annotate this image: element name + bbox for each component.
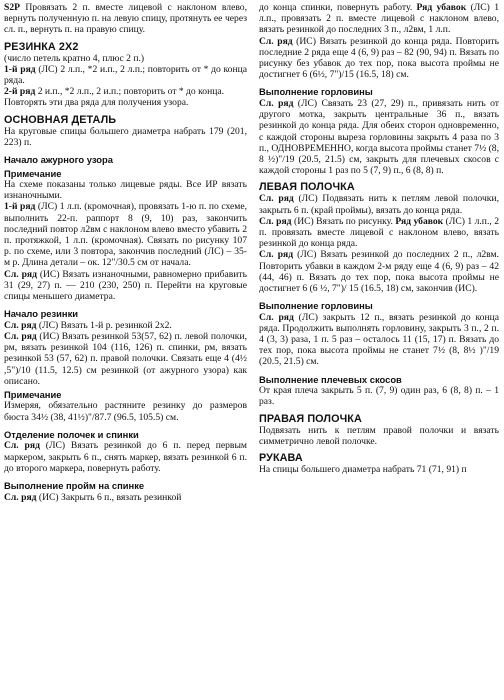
paragraph: Сл. ряд (ЛС) Связать 23 (27, 29) п., привязать нить от другого мотка, закрыть центральные 36 п., вязать резинкой до конца ряда. Для обеих сторон одновременно, с каждой стороны выреза горловины закрыть 4 раза по 3 п., ОДНОВРЕМЕННО, когда высота проймы станет 7½ (8, 8 ½)"/19 (20.5, 21.5) см, закрыть для плечевых скосов с каждой стороны 1 раз по 5 (7, 9) п., 6 (8, 8) п. — [259, 97, 499, 177]
section-heading: ОСНОВНАЯ ДЕТАЛЬ — [4, 113, 117, 126]
paragraph: Сл. ряд (ЛС) Вязать резинкой до 6 п. перед первым маркером, закрыть 6 п., снять маркер, вязать резинкой 6 п. до второго маркера, повернуть работу. — [4, 440, 247, 474]
paragraph: Сл. ряд (ЛС) Подвязать нить к петлям левой полочки, закрыть 6 п. (край проймы), вязать до конца ряда. — [259, 193, 499, 216]
paragraph: Сл. ряд (ЛС) закрыть 12 п., вязать резинкой до конца ряда. Продолжить выполнять горловину, закрыть 3 п., 2 п. 4 (3, 3) раза, 1 п. 5 раз – осталось 11 (15, 17) п. Вязать до тех пор, пока высота проймы не станет 7½ (8, 8½ )"/19 (20.5, 21.5) см. — [259, 311, 499, 368]
paragraph: до конца спинки, повернуть работу. Ряд убавок (ЛС) 1 л.п., провязать 2 п. вместе лицевой с наклоном влево, вязать резинкой до последних 3 п., л2вм, 1 л.п. — [259, 2, 500, 36]
paragraph: Сл. ряд (ЛС) Вязать 1-й р. резинкой 2x2. — [4, 319, 172, 331]
section-heading: РУКАВА — [259, 452, 303, 464]
paragraph: S2P Провязать 2 п. вместе лицевой с наклоном влево, вернуть полученную п. на левую спицу, протянуть ее через сл. п., вернуть п. на правую спицу. — [4, 2, 247, 36]
paragraph: Сл. ряд (ИС) Вязать резинкой до конца ряда. Повторить последние 2 ряда еще 4 (6, 9) раз – 82 (90, 94) п. Вязать по рисунку без убавок до тех пор, пока высота проймы не достигнет 6 (6½, 7")/15 (16.5, 18) см. — [259, 35, 499, 81]
subsection-heading: Начало ажурного узора — [4, 154, 113, 166]
subsection-heading: Отделение полочек и спинки — [4, 428, 139, 440]
paragraph: На круговые спицы большего диаметра набрать 179 (201, 223) п. — [4, 125, 247, 148]
paragraph: Повторять эти два ряда для получения узора. — [4, 97, 189, 109]
subsection-heading: Выполнение горловины — [259, 86, 373, 98]
paragraph: На схеме показаны только лицевые ряды. Все ИР вязать изнаночными. — [4, 179, 247, 202]
section-heading: ПРАВАЯ ПОЛОЧКА — [259, 412, 362, 425]
section-heading: РЕЗИНКА 2Х2 — [4, 40, 79, 53]
paragraph: Сл. ряд (ИС) Вязать резинкой 53(57, 62) п. левой полочки, рм, вязать резинкой 104 (116, 126) п. спинки, рм, вязать резинкой 53 (57, 62) п. правой полочки. Связать еще 4 (4½ ,5")/10 (11.5, 12.5) см резинкой (от ажурного узора) как описано. — [4, 330, 247, 387]
left-column — [4, 2, 247, 503]
subsection-heading: Начало резинки — [4, 308, 79, 320]
paragraph: Сл. ряд (ИС) Вязать изнаночными, равномерно прибавить 31 (29, 27) п. — 210 (230, 250) п. Перейти на круговые спицы меньшего диаметра. — [4, 268, 247, 303]
paragraph: (число петель кратно 4, плюс 2 п.) — [4, 52, 145, 64]
note-heading: Примечание — [4, 388, 62, 400]
paragraph: Сл. ряд (ИС) Закрыть 6 п., вязать резинкой — [4, 491, 182, 503]
section-heading: ЛЕВАЯ ПОЛОЧКА — [259, 181, 355, 194]
subsection-heading: Выполнение пройм на спинке — [4, 480, 145, 491]
subsection-heading: Выполнение плечевых скосов — [259, 373, 402, 385]
subsection-heading: Выполнение горловины — [259, 300, 373, 312]
right-column — [259, 2, 499, 475]
paragraph: Сл. ряд (ЛС) Вязать резинкой до последних 2 п., л2вм. Повторить убавки в каждом 2-м ряду еще 4 (6, 9) раз – 42 (44, 46) п. Вязать до тех пор, пока высота проймы не достигнет 6 (6 ½, 7")/ 15 (16.5, 18) см, закончив (ИС). — [259, 249, 499, 294]
paragraph: Измеряя, обязательно растяните резинку до размеров бюста 34½ (38, 41½)"/87.7 (96.5, 105.5) см. — [4, 400, 247, 423]
note-heading: Примечание — [4, 167, 62, 179]
paragraph: От края плеча закрыть 5 п. (7, 9) один раз, 6 (8, 8) п. – 1 раз. — [259, 385, 499, 408]
paragraph: Сл. ряд (ИС) Вязать по рисунку. Ряд убавок (ЛС) 1 л.п., 2 п. провязать вместе лицевой с наклоном влево, вязать резинкой до конца ряда. — [259, 215, 499, 250]
paragraph: 1-й ряд (ЛС) 2 л.п., *2 и.п., 2 л.п.; повторить от * до конца ряда. — [4, 63, 247, 87]
paragraph: 2-й ряд 2 и.п., *2 л.п., 2 и.п.; повторить от * до конца. — [4, 86, 224, 98]
paragraph: 1-й ряд (ЛС) 1 л.п. (кромочная), провязать 1-ю п. по схеме, выполнить 22-п. раппорт 8 (9, 10) раз, закончить последний повтор л2вм с наклоном влево вместо убавить 2 п. протяжкой, 1 л.п. (кромочная). Связать по рисунку 107 р. по схеме, или 3 повтора, закончив последний (ЛС) – 35-м р. Длина детали – ок. 12"/30.5 см от начала. — [4, 201, 248, 269]
paragraph: На спицы большего диаметра набрать 71 (71, 91) п — [259, 464, 467, 475]
paragraph: Подвязать нить к петлям правой полочки и вязать симметрично левой полочке. — [259, 424, 499, 447]
